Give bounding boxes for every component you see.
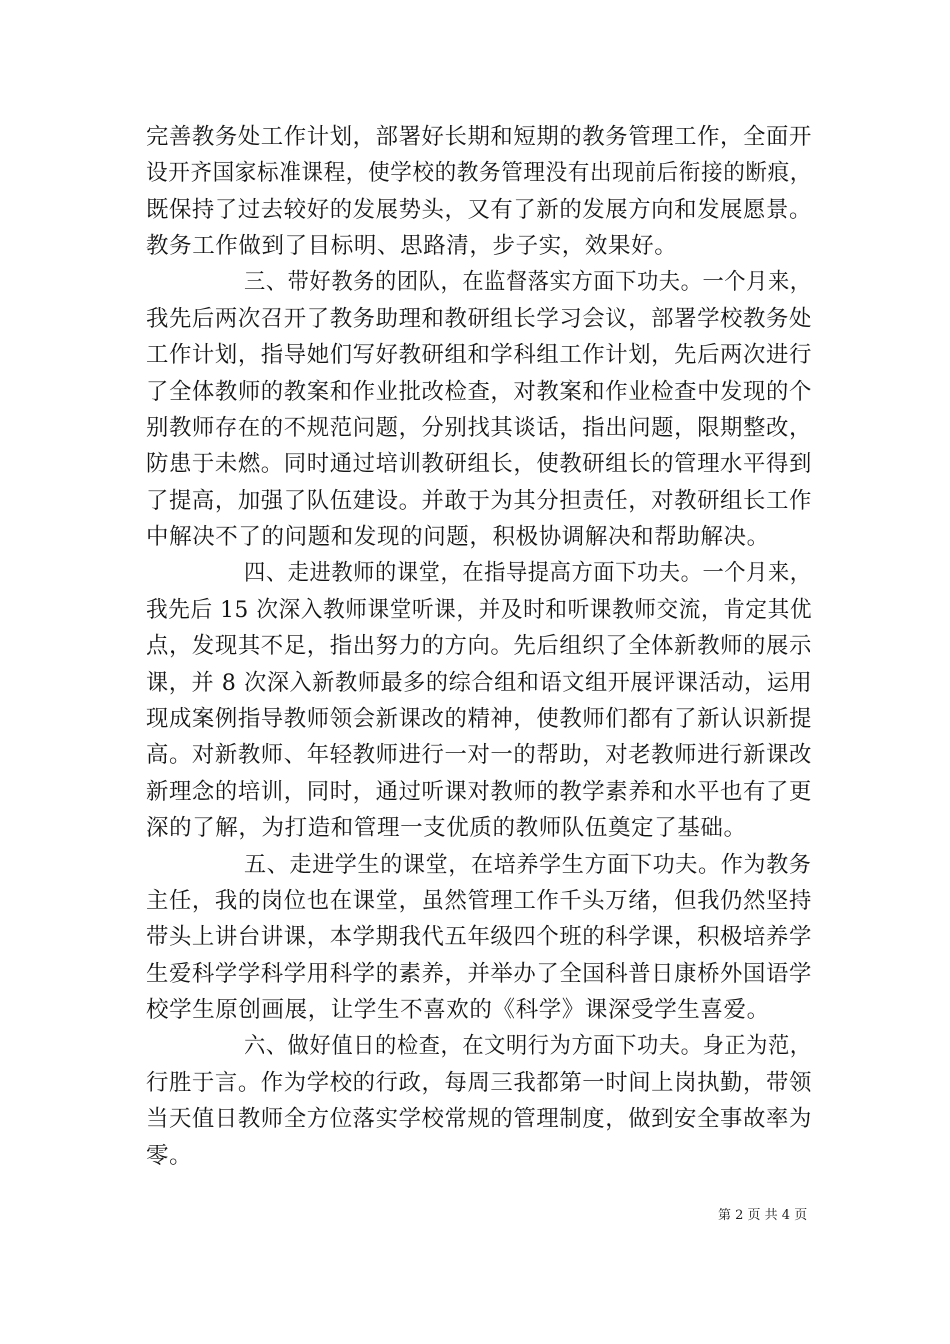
text-line: 新理念的培训，同时，通过听课对教师的教学素养和水平也有了更: [146, 779, 812, 805]
paragraph-heading-3: 三、带好教务的团队，在监督落实方面下功夫。一个月来，: [244, 269, 812, 295]
text-line: 别教师存在的不规范问题，分别找其谈话，指出问题，限期整改，: [146, 415, 812, 441]
text-line: 防患于未燃。同时通过培训教研组长，使教研组长的管理水平得到: [146, 451, 812, 477]
text-line: 完善教务处工作计划，部署好长期和短期的教务管理工作，全面开: [146, 124, 812, 150]
text-line: 我先后两次召开了教务助理和教研组长学习会议，部署学校教务处: [146, 306, 812, 332]
text-line: 我先后 15 次深入教师课堂听课，并及时和听课教师交流，肯定其优: [146, 597, 813, 623]
text-line: 既保持了过去较好的发展势头，又有了新的发展方向和发展愿景。: [146, 197, 812, 223]
text-line: 主任，我的岗位也在课堂，虽然管理工作千头万绪，但我仍然坚持: [146, 888, 812, 914]
text-line: 当天值日教师全方位落实学校常规的管理制度，做到安全事故率为: [146, 1106, 812, 1132]
text-line: 高。对新教师、年轻教师进行一对一的帮助，对老教师进行新课改: [146, 742, 812, 768]
text-line: 教务工作做到了目标明、思路清，步子实，效果好。: [146, 233, 678, 259]
text-line: 点，发现其不足，指出努力的方向。先后组织了全体新教师的展示: [146, 633, 812, 659]
text-line: 带头上讲台讲课，本学期我代五年级四个班的科学课，积极培养学: [146, 924, 812, 950]
text-line: 行胜于言。作为学校的行政，每周三我都第一时间上岗执勤，带领: [146, 1070, 812, 1096]
text-line: 中解决不了的问题和发现的问题，积极协调解决和帮助解决。: [146, 524, 770, 550]
text-line: 课，并 8 次深入新教师最多的综合组和语文组开展评课活动，运用: [146, 670, 813, 696]
text-line: 生爱科学学科学用科学的素养，并举办了全国科普日康桥外国语学: [146, 961, 812, 987]
page-number-footer: 第 2 页 共 4 页: [718, 1208, 808, 1223]
text-line: 设开齐国家标准课程，使学校的教务管理没有出现前后衔接的断痕，: [146, 160, 813, 186]
paragraph-heading-4: 四、走进教师的课堂，在指导提高方面下功夫。一个月来，: [244, 560, 812, 586]
text-line: 零。: [146, 1143, 193, 1169]
paragraph-heading-5: 五、走进学生的课堂，在培养学生方面下功夫。作为教务: [244, 852, 812, 878]
text-line: 了提高，加强了队伍建设。并敢于为其分担责任，对教研组长工作: [146, 488, 812, 514]
text-line: 了全体教师的教案和作业批改检查，对教案和作业检查中发现的个: [146, 379, 812, 405]
text-line: 现成案例指导教师领会新课改的精神，使教师们都有了新认识新提: [146, 706, 812, 732]
text-line: 校学生原创画展，让学生不喜欢的《科学》课深受学生喜爱。: [146, 997, 770, 1023]
paragraph-heading-6: 六、做好值日的检查，在文明行为方面下功夫。身正为范，: [244, 1033, 812, 1059]
text-line: 深的了解，为打造和管理一支优质的教师队伍奠定了基础。: [146, 815, 747, 841]
text-line: 工作计划，指导她们写好教研组和学科组工作计划，先后两次进行: [146, 342, 812, 368]
